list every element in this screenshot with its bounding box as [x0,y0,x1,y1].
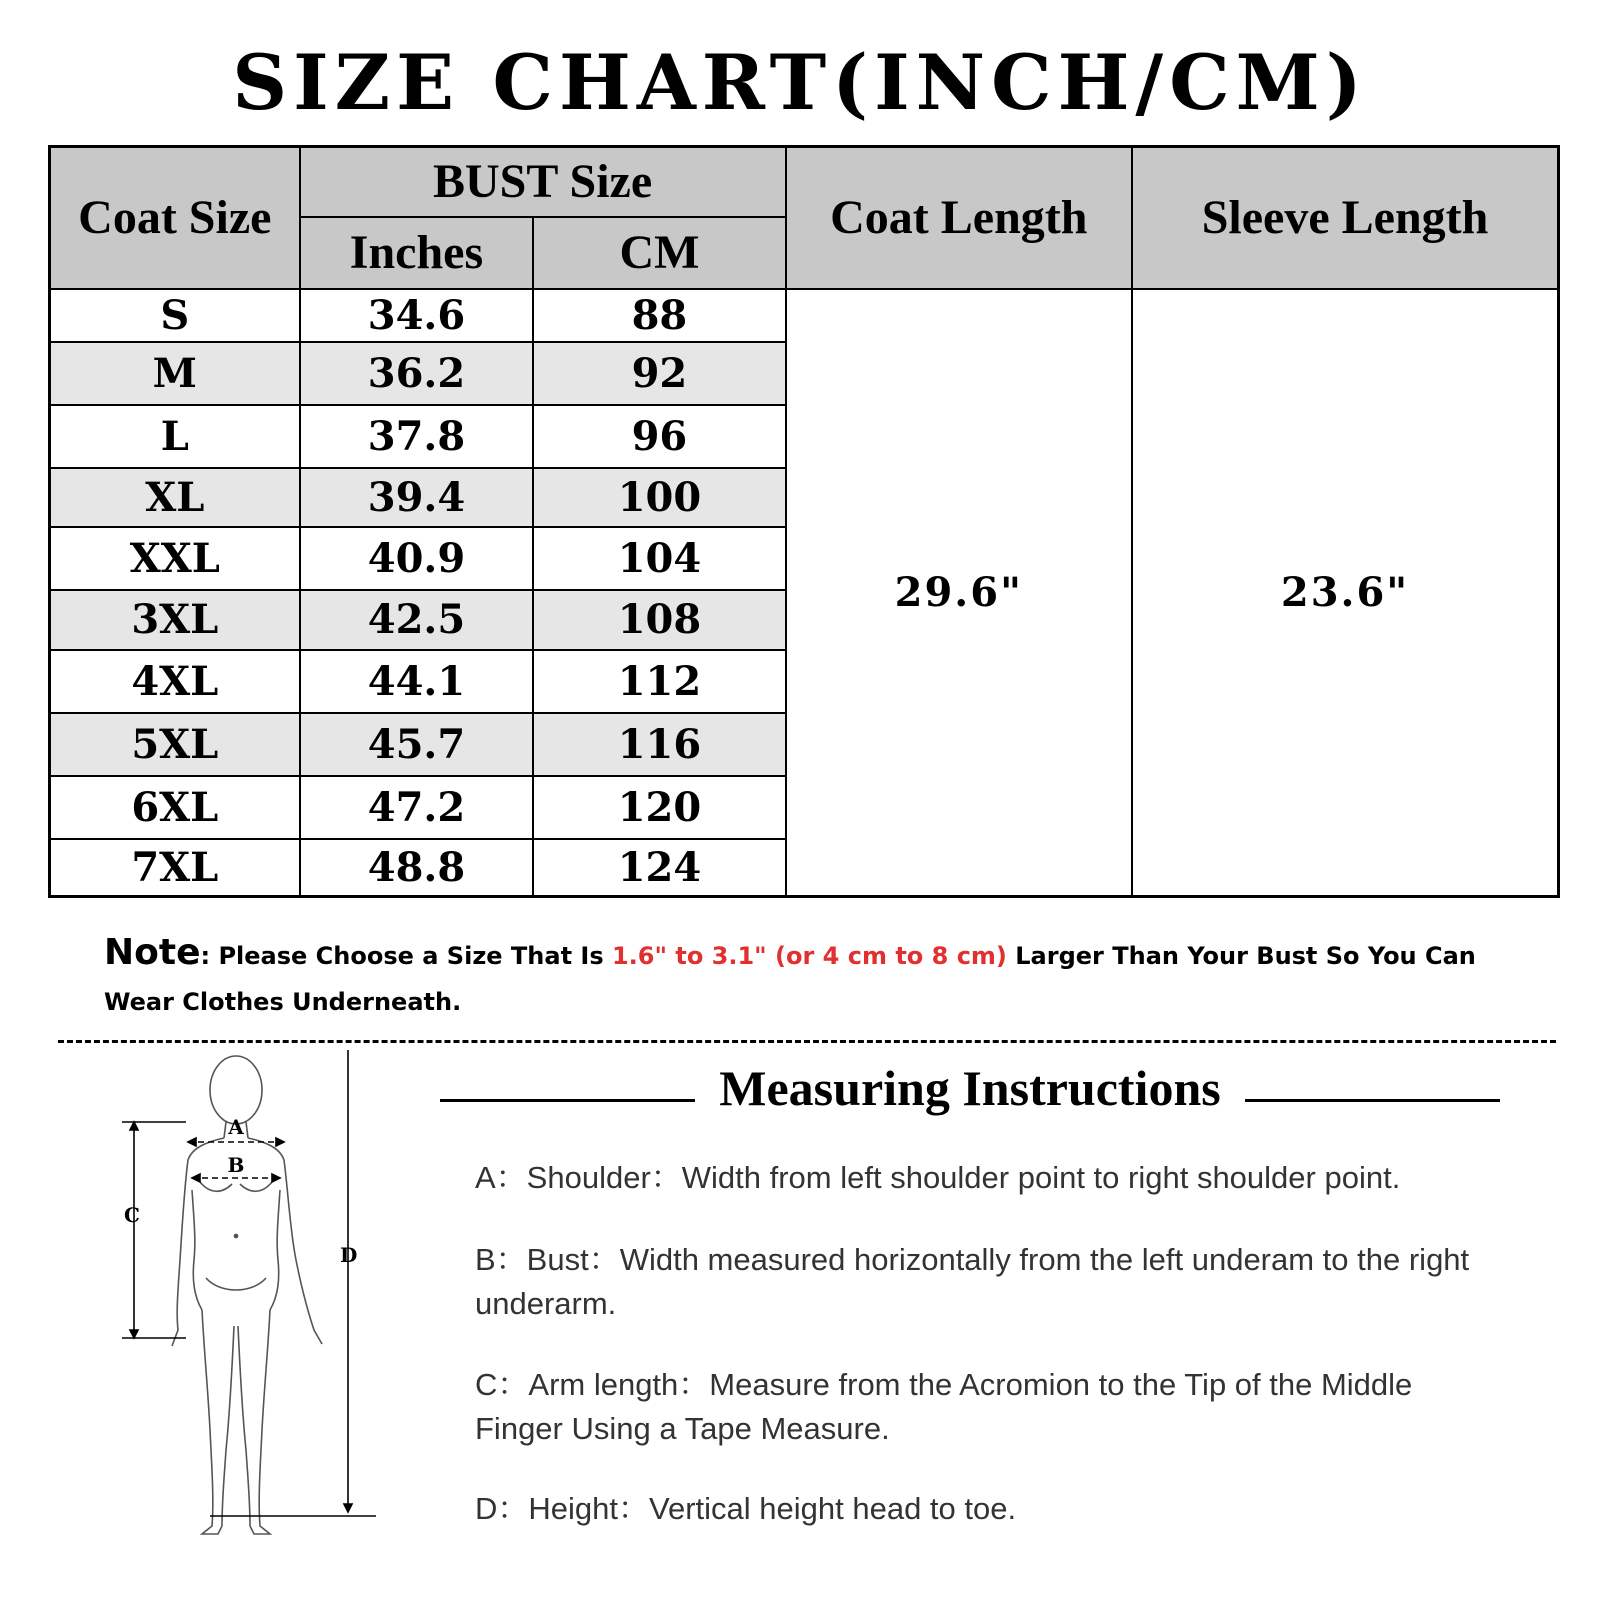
figure-label-d: D [340,1243,358,1267]
sleeve-length-value: 23.6" [1132,289,1558,897]
note-label: Note [104,932,201,973]
size-cell: 5XL [50,713,300,776]
inches-cell: 34.6 [300,289,534,342]
note-highlight: 1.6" to 3.1" (or 4 cm to 8 cm) [611,942,1007,970]
size-table [48,145,1560,898]
note-text-after: Larger Than Your Bust So You Can Wear Clothes Underneath. [104,942,1476,1016]
inches-cell: 37.8 [300,405,534,468]
figure-label-b: B [227,1153,245,1177]
header-sleeve-length: Sleeve Length [1132,147,1558,289]
measuring-instructions-header [440,1058,1500,1118]
inches-cell: 48.8 [300,839,534,897]
page-title: SIZE CHART(INCH/CM) [232,38,1368,127]
size-cell: L [50,405,300,468]
size-cell: 4XL [50,650,300,713]
dashed-divider [58,1040,1556,1043]
header-bust-size: BUST Size [300,147,786,217]
inches-cell: 42.5 [300,590,534,650]
header-coat-length: Coat Length [786,147,1132,289]
cm-cell: 108 [533,590,785,650]
instruction-bust: B：Bust：Width measured horizontally from the left underam to the right underarm. [475,1242,1470,1321]
figure-label-c: C [124,1203,140,1227]
size-cell: 3XL [50,590,300,650]
figure-label-a: A [228,1115,244,1139]
size-cell: S [50,289,300,342]
inches-cell: 45.7 [300,713,534,776]
inches-cell: 40.9 [300,527,534,590]
title-rule-left [440,1099,695,1102]
table-row [50,289,1559,342]
cm-cell: 88 [533,289,785,342]
title-rule-right [1245,1099,1500,1102]
header-inches: Inches [300,217,534,289]
cm-cell: 96 [533,405,785,468]
coat-length-value: 29.6" [786,289,1132,897]
inches-cell: 39.4 [300,468,534,527]
inches-cell: 44.1 [300,650,534,713]
instruction-arm-length: C：Arm length：Measure from the Acromion to the Tip of the Middle Finger Using a Tape Measure. [475,1367,1413,1446]
measuring-instructions-title: Measuring Instructions [719,1060,1221,1116]
size-cell: M [50,342,300,405]
inches-cell: 47.2 [300,776,534,839]
instruction-height: D：Height：Vertical height head to toe. [475,1491,1017,1526]
cm-cell: 104 [533,527,785,590]
cm-cell: 112 [533,650,785,713]
header-cm: CM [533,217,785,289]
body-measurement-figure [110,1050,410,1570]
inches-cell: 36.2 [300,342,534,405]
size-cell: XXL [50,527,300,590]
header-coat-size: Coat Size [50,147,300,289]
size-cell: XL [50,468,300,527]
size-note [104,930,1524,1025]
cm-cell: 120 [533,776,785,839]
instruction-shoulder: A：Shoulder：Width from left shoulder point to right shoulder point. [475,1160,1401,1195]
cm-cell: 124 [533,839,785,897]
size-cell: 6XL [50,776,300,839]
note-text-before: : Please Choose a Size That Is [200,942,612,970]
cm-cell: 92 [533,342,785,405]
cm-cell: 116 [533,713,785,776]
size-cell: 7XL [50,839,300,897]
cm-cell: 100 [533,468,785,527]
